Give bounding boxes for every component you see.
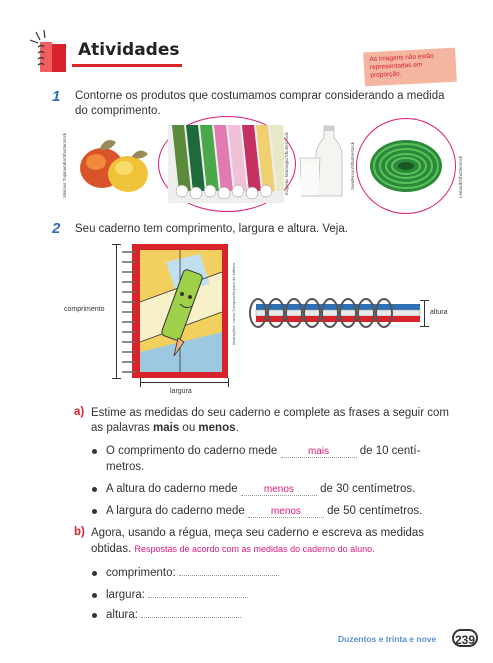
bullet-b-length: comprimento: — [106, 566, 279, 581]
question-2-number: 2 — [52, 220, 61, 237]
length-label: comprimento — [64, 306, 105, 313]
item-a-text: Estime as medidas do seu caderno e complete as frases a seguir com as palavras mais ou menos. — [91, 407, 449, 434]
bullet-b-width: largura: — [106, 588, 248, 603]
width-tick-left — [140, 378, 141, 387]
answer-length: mais — [281, 447, 357, 458]
item-b-letter: b) — [74, 526, 85, 538]
item-b-text-line2: obtidas. Respostas de acordo com as medidas do caderno do aluno. — [91, 543, 375, 555]
item-b-text-line1: Agora, usando a régua, meça seu caderno e escreva as medidas — [91, 527, 425, 539]
answer-height: menos — [241, 485, 317, 496]
bullet-length: O comprimento do caderno mede mais de 10 centí- — [106, 444, 456, 459]
item-b-answer: Respostas de acordo com as medidas do caderno do aluno. — [134, 544, 375, 554]
milk-image — [296, 124, 348, 200]
length-tick-bottom — [112, 378, 121, 379]
illustration-credit: Ilustrações: Lucas Campos/Arquivo da editora — [231, 263, 236, 345]
question-1-number: 1 — [52, 88, 61, 105]
height-tick-top — [420, 300, 429, 301]
photo-credit: Vinicius Tupinamba/Shutterstock — [62, 132, 67, 198]
photo-credit: Eugenio Marongiu/Shutterstock — [284, 132, 289, 195]
bullet-length-cont: metros. — [106, 461, 145, 473]
page-number: 239 — [452, 629, 478, 647]
width-tick-right — [228, 378, 229, 387]
answer-width: menos — [248, 507, 324, 518]
length-dimension-line — [116, 244, 117, 378]
length-tick-top — [112, 244, 121, 245]
green-rope-image — [368, 132, 444, 196]
question-1-text: Contorne os produtos que costumamos comprar considerando a medida do comprimento. — [75, 90, 445, 117]
bullet-height: A altura do caderno mede menos de 30 centímetros. — [106, 482, 456, 497]
notebook-front-illustration — [120, 242, 230, 380]
cashew-fruit-image — [70, 130, 160, 200]
height-label: altura — [430, 309, 448, 316]
item-a-letter: a) — [74, 406, 85, 418]
bullet-b-height: altura: — [106, 608, 241, 623]
activities-icon — [30, 30, 70, 70]
question-2-text: Seu caderno tem comprimento, largura e altura. Veja. — [75, 223, 348, 235]
height-dimension-line — [424, 300, 425, 326]
notebook-side-illustration — [246, 296, 422, 332]
section-title — [72, 36, 192, 66]
width-dimension-line — [140, 382, 228, 383]
fabric-rolls-image — [168, 125, 284, 203]
section-title-text: Atividades — [78, 40, 180, 60]
height-tick-bottom — [420, 326, 429, 327]
footer-page-words: Duzentos e trinta e nove — [338, 634, 437, 644]
width-label: largura — [170, 388, 192, 395]
bullet-width: A largura do caderno mede menos de 50 centímetros. — [106, 504, 456, 519]
photo-credit: Sanderson/Shutterstock — [350, 141, 355, 190]
proportion-note: As imagens não estão representadas em proporção. — [363, 48, 457, 87]
photo-credit: Lemurik/Shutterstock — [458, 155, 463, 198]
